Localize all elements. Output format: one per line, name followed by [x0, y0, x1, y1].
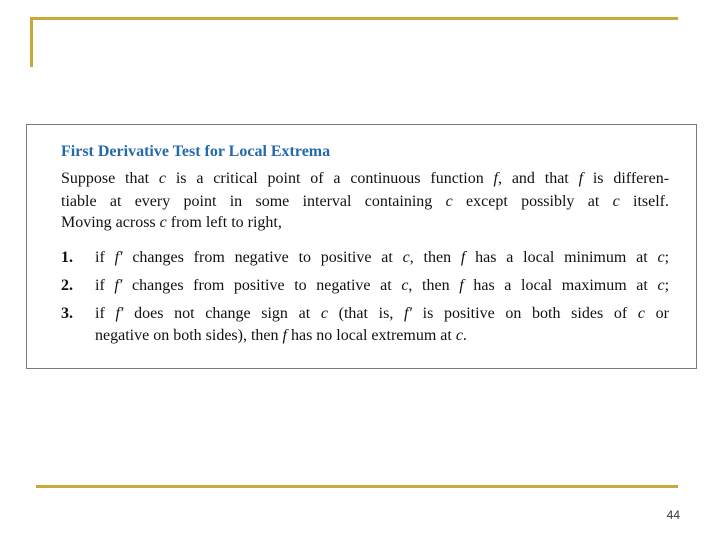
- item-3-text-line-1: if f′ does not change sign at c (that is, f′ is positive on both sides of c or: [95, 305, 670, 322]
- intro-line-1: Suppose that c is a critical point of a continuous function f, and that f is differen-: [61, 170, 670, 187]
- item-1-number: 1.: [61, 249, 73, 266]
- top-gold-rule: [30, 17, 678, 20]
- item-2-number: 2.: [61, 277, 73, 294]
- item-3-text-line-2: negative on both sides), then f has no local extremum at c.: [95, 327, 467, 344]
- bottom-gold-rule: [36, 485, 678, 488]
- theorem-box: [26, 124, 697, 369]
- item-1-text: if f′ changes from negative to positive at c, then f has a local minimum at c;: [95, 249, 670, 266]
- item-2-text: if f′ changes from positive to negative at c, then f has a local maximum at c;: [95, 277, 670, 294]
- page-number: 44: [666, 508, 680, 522]
- intro-line-2: tiable at every point in some interval containing c except possibly at c itself.: [61, 193, 670, 210]
- theorem-title: First Derivative Test for Local Extrema: [61, 143, 331, 160]
- intro-line-3: Moving across c from left to right,: [61, 214, 282, 231]
- left-gold-rule: [30, 17, 33, 67]
- item-3-number: 3.: [61, 305, 73, 322]
